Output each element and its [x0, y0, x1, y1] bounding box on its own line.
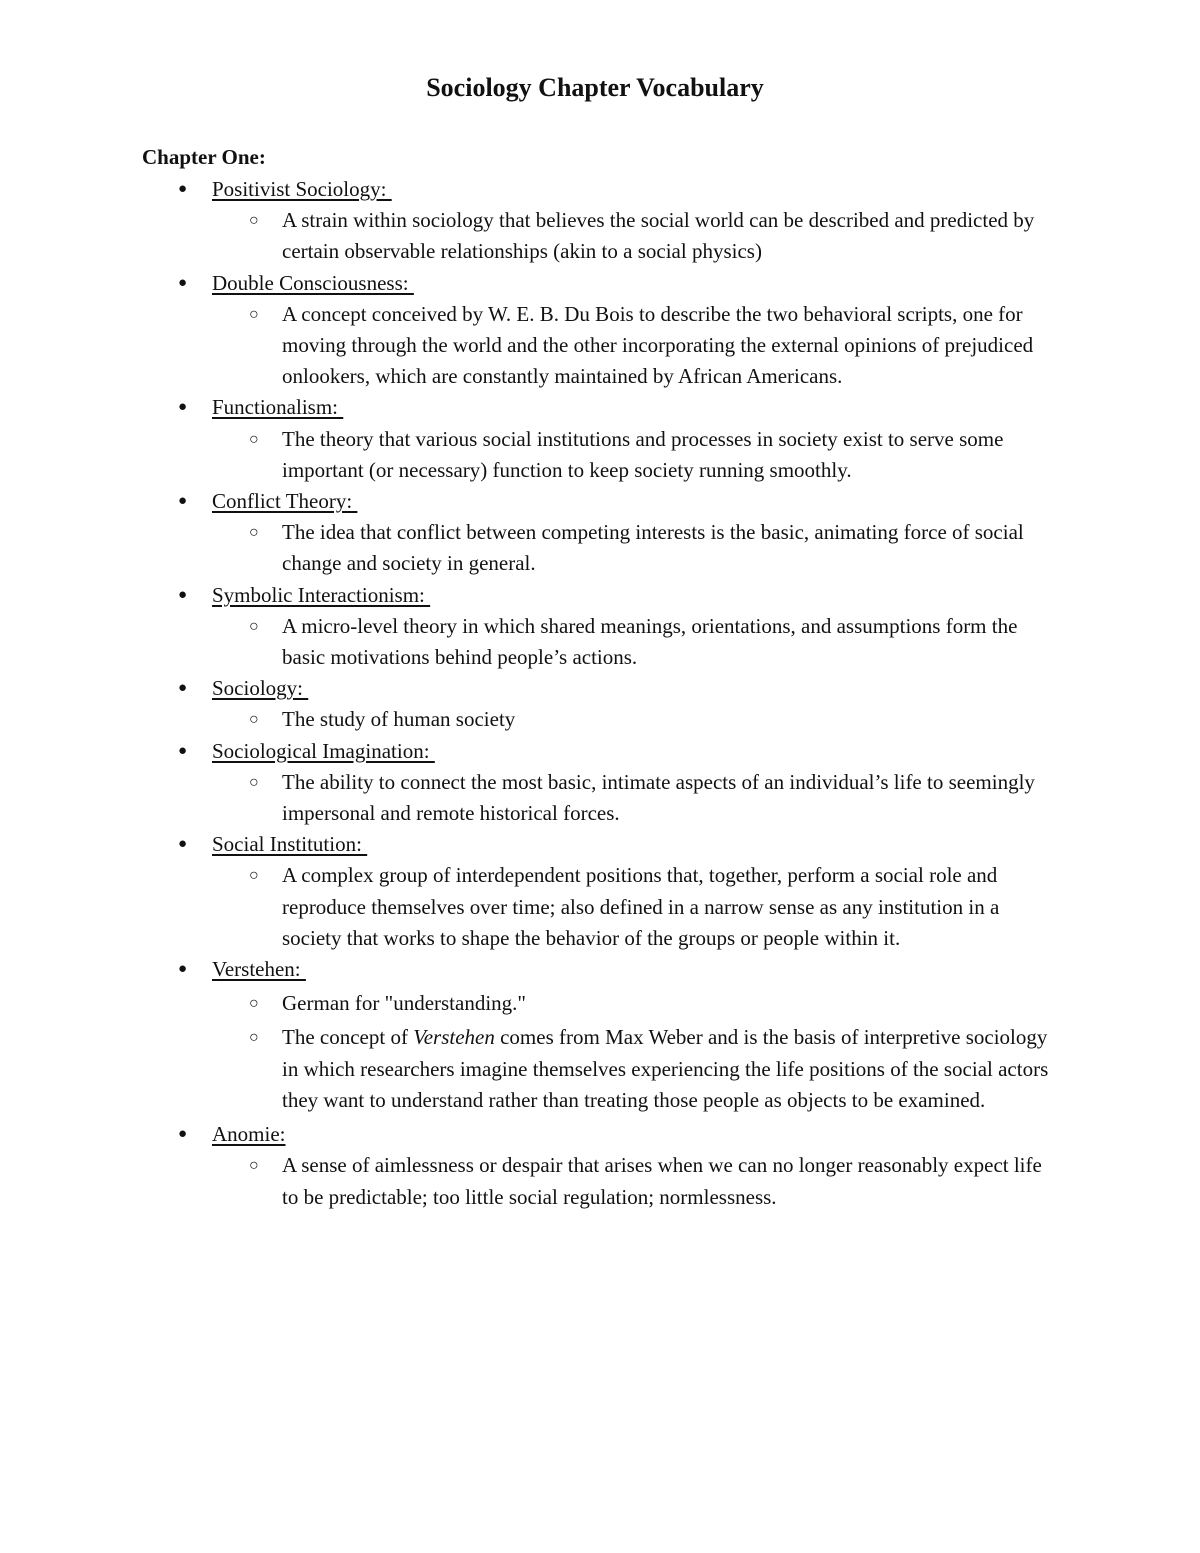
sub-bullet-icon: ○	[249, 524, 259, 542]
bullet-icon: ●	[178, 399, 188, 416]
definition-text: A strain within sociology that believes the social world can be described and predicted by certain observable relationships (akin to a social physics)	[282, 208, 1035, 264]
sub-bullet-icon: ○	[249, 1157, 259, 1175]
term-label: Sociology:	[212, 676, 309, 701]
document-title: Sociology Chapter Vocabulary	[426, 73, 764, 102]
definition-list	[212, 860, 1200, 954]
sub-bullet-icon: ○	[249, 773, 259, 791]
definition-text: A sense of aimlessness or despair that arises when we can no longer reasonably expect life to be predictable; too little social regulation; normlessness.	[282, 1153, 1042, 1209]
term-item	[0, 580, 1200, 674]
definition-item	[0, 424, 1062, 486]
definition-list	[212, 988, 1200, 1116]
definition-item	[0, 988, 1062, 1019]
definition-item	[0, 205, 1062, 267]
bullet-icon: ●	[178, 680, 188, 697]
term-label: Functionalism:	[212, 395, 344, 420]
definition-text: The idea that conflict between competing interests is the basic, animating force of social change and society in general.	[282, 520, 1024, 576]
bullet-icon: ●	[178, 836, 188, 853]
sub-bullet-icon: ○	[249, 305, 259, 323]
bullet-icon: ●	[178, 742, 188, 759]
definition-item	[0, 517, 1062, 579]
sub-bullet-icon: ○	[249, 430, 259, 448]
term-label: Positivist Sociology:	[212, 177, 392, 201]
definition-item	[0, 299, 1062, 393]
term-label: Sociological Imagination:	[212, 738, 435, 763]
definition-text: A complex group of interdependent positions that, together, perform a social role and reproduce themselves over time; also defined in a narrow sense as any institution in a society that works to shape the behavior of the groups or people within it.	[282, 863, 1000, 950]
term-item	[0, 392, 1200, 486]
definition-list	[212, 205, 1200, 267]
definition-text-after: comes from Max Weber and is the basis of interpretive sociology in which researchers imagine themselves experiencing the life positions of the social actors they want to understand rather than treating those people as objects to be examined.	[282, 1025, 1049, 1112]
term-item	[0, 673, 1200, 735]
term-label: Symbolic Interactionism:	[212, 582, 431, 607]
term-item	[0, 268, 1200, 393]
bullet-icon: ●	[178, 181, 188, 197]
term-item	[0, 829, 1200, 954]
sub-bullet-icon: ○	[249, 867, 259, 885]
bullet-icon: ●	[178, 274, 188, 291]
term-item	[0, 486, 1200, 580]
definition-text: A concept conceived by W. E. B. Du Bois to describe the two behavioral scripts, one for moving through the world and the other incorporating the external opinions of prejudiced onlookers, which are constantly maintained by African Americans.	[282, 301, 1034, 389]
bullet-icon: ●	[178, 961, 188, 978]
definition-item	[0, 1022, 1062, 1116]
definition-item	[0, 1150, 1062, 1212]
definition-list	[212, 299, 1200, 393]
term-item	[0, 954, 1200, 1116]
definition-item	[0, 767, 1062, 829]
sub-bullet-icon: ○	[249, 617, 259, 635]
definition-list	[212, 611, 1200, 673]
definition-list	[212, 517, 1200, 579]
term-label: Anomie:	[212, 1122, 286, 1147]
bullet-icon: ●	[178, 493, 188, 510]
definition-list	[212, 767, 1200, 829]
definition-list	[212, 704, 1200, 735]
chapter-heading: Chapter One:	[142, 145, 266, 169]
bullet-icon: ●	[178, 586, 188, 603]
definition-text: The theory that various social institutions and processes in society exist to serve some important (or necessary) function to keep society running smoothly.	[282, 426, 1004, 482]
definition-list	[212, 424, 1200, 486]
definition-text-before: The concept of	[282, 1025, 414, 1050]
sub-bullet-icon: ○	[249, 995, 259, 1013]
definition-item	[0, 611, 1062, 673]
vocabulary-list	[0, 174, 1200, 1213]
term-item	[0, 174, 1200, 268]
definition-text: German for "understanding."	[282, 991, 526, 1016]
definition-list	[212, 1150, 1200, 1212]
term-item	[0, 1119, 1200, 1213]
term-label: Verstehen:	[212, 957, 306, 982]
definition-text: The ability to connect the most basic, intimate aspects of an individual’s life to seemingly impersonal and remote historical forces.	[282, 769, 1035, 826]
bullet-icon: ●	[178, 1126, 188, 1143]
term-label: Double Consciousness:	[212, 270, 414, 295]
definition-text: A micro-level theory in which shared meanings, orientations, and assumptions form the basic motivations behind people’s actions.	[282, 613, 1018, 670]
definition-text: The study of human society	[282, 707, 516, 732]
sub-bullet-icon: ○	[249, 1029, 259, 1047]
term-label: Social Institution:	[212, 832, 368, 857]
sub-bullet-icon: ○	[249, 212, 259, 230]
term-label: Conflict Theory:	[212, 489, 358, 514]
definition-item	[0, 704, 1062, 735]
term-item	[0, 736, 1200, 830]
definition-item	[0, 860, 1062, 954]
definition-text-italic: Verstehen	[413, 1025, 495, 1050]
sub-bullet-icon: ○	[249, 711, 259, 729]
